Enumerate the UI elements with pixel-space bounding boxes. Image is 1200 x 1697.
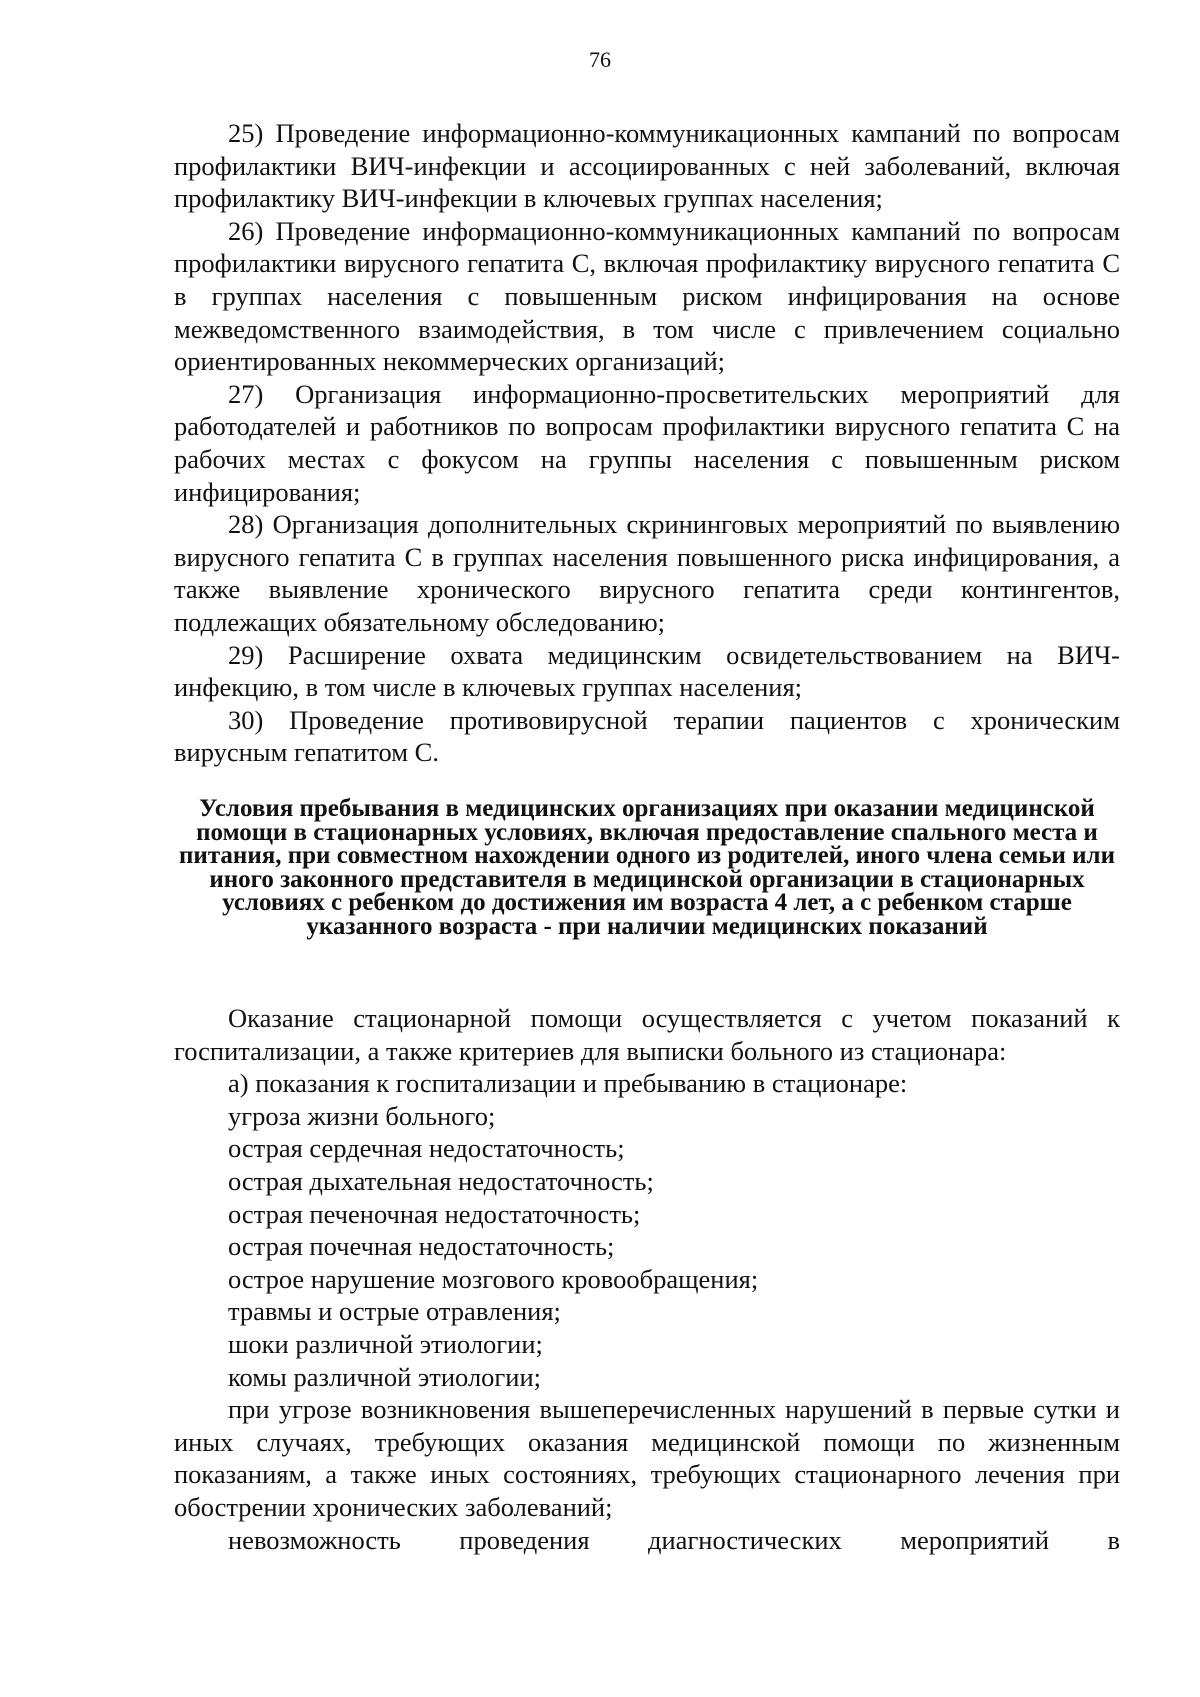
intro-paragraph: Оказание стационарной помощи осуществляется с учетом показаний к госпитализации, а также критериев для выписки больного из стационара: <box>174 1003 1120 1066</box>
indications-title: а) показания к госпитализации и пребыванию в стационаре: <box>228 1068 908 1099</box>
page-number: 76 <box>589 47 611 72</box>
indication-item: острая почечная недостаточность; <box>228 1231 615 1262</box>
indication-item: угроза жизни больного; <box>228 1100 496 1131</box>
measures-list <box>174 117 1120 769</box>
indication-item: шоки различной этиологии; <box>228 1328 543 1359</box>
last-line: невозможность проведения диагностических мероприятий в <box>228 1524 1120 1555</box>
indication-item: острое нарушение мозгового кровообращения; <box>228 1263 759 1294</box>
threat-paragraph: при угрозе возникновения вышеперечисленных нарушений в первые сутки и иных случаях, требующих оказания медицинской помощи по жизненным показаниям, а также иных состояниях, требующих стационарного лечения при обострении хронических заболеваний; <box>174 1394 1120 1522</box>
list-item-26: 26) Проведение информационно-коммуникационных кампаний по вопросам профилактики вирусного гепатита С, включая профилактику вирусного гепатита С в группах населения с повышенным риском инфицирования на основе межведомственного взаимодействия, в том числе с привлечением социально ориентированных некоммерческих организаций; <box>174 215 1120 377</box>
list-item-28: 28) Организация дополнительных скрининговых мероприятий по выявлению вирусного гепатита С в группах населения повышенного риска инфицирования, а также выявление хронического вирусного гепатита среди контингентов, подлежащих обязательному обследованию; <box>174 509 1120 637</box>
indication-item: острая дыхательная недостаточность; <box>228 1165 654 1196</box>
list-item-27: 27) Организация информационно-просветительских мероприятий для работодателей и работников по вопросам профилактики вирусного гепатита С на рабочих местах с фокусом на группы населения с повышенным риском инфицирования; <box>174 378 1120 507</box>
list-item-25: 25) Проведение информационно-коммуникационных кампаний по вопросам профилактики ВИЧ-инфекции и ассоциированных с ней заболеваний, включая профилактику ВИЧ-инфекции в ключевых группах населения; <box>174 118 1120 214</box>
list-item-30: 30) Проведение противовирусной терапии пациентов с хроническим вирусным гепатитом С. <box>174 704 1120 768</box>
conditions-section <box>174 1002 1120 1556</box>
indication-item: травмы и острые отравления; <box>228 1296 561 1327</box>
indication-item: острая сердечная недостаточность; <box>228 1133 625 1164</box>
section-heading: Условия пребывания в медицинских организациях при оказании медицинской помощи в стационарных условиях, включая предоставление спального места и питания, при совместном нахождении одного из родителей, иного члена семьи или иного законного представителя в медицинской организации в стационарных условиях с ребенком до достижения им возраста 4 лет, а с ребенком старше указанного возраста - при наличии медицинских показаний <box>179 795 1115 940</box>
indication-item: комы различной этиологии; <box>228 1361 542 1392</box>
list-item-29: 29) Расширение охвата медицинским освидетельствованием на ВИЧ-инфекцию, в том числе в ключевых группах населения; <box>174 639 1120 703</box>
indication-item: острая печеночная недостаточность; <box>228 1198 641 1229</box>
